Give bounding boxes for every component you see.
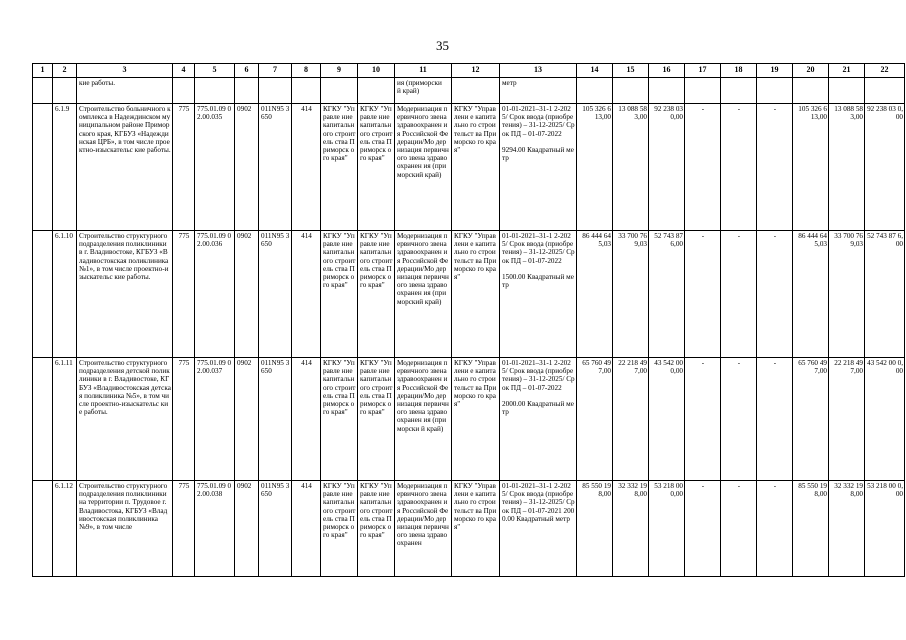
cell-name: Строительство больничного комплекса в Надеждинском муниципальном районе Приморского края, КГБУЗ «Надеждинская ЦРБ», в том числе проектно-изыскательс кие работы. xyxy=(77,104,173,231)
cell-c16: 92 238 03 0,00 xyxy=(649,104,685,231)
cell-c10: КГКУ "Управле ние капитальн ого строитель ства Приморск ого края" xyxy=(358,481,395,577)
col-header: 21 xyxy=(829,64,865,78)
cell-c15: 32 332 19 8,00 xyxy=(613,481,649,577)
table-row xyxy=(33,104,905,231)
cell-c11: Модернизация первичного звена здравоохранен ия Российской Федерации/Мо дернизация первичного звена здравоохранен ия (приморский край) xyxy=(395,231,452,358)
cell-c7: 011N95 3650 xyxy=(259,104,292,231)
cell-num: 6.1.9 xyxy=(53,104,77,231)
cell-c13: 01-01-2021–31-1 2-2025/ Срок ввода (приобретения) – 31-12-2025/ Срок ПД – 01-07-2022 2000.00 Квадратный метр xyxy=(500,358,577,481)
cell-c21: 22 218 49 7,00 xyxy=(829,358,865,481)
col-header: 19 xyxy=(757,64,793,78)
cell-c22: 52 743 87 6,00 xyxy=(865,231,905,358)
cell-c13: 01-01-2021–31-1 2-2025/ Срок ввода (приобретения) – 31-12-2025/ Срок ПД – 01-07-2021 2000.00 Квадратный метр xyxy=(500,481,577,577)
cell-c11: Модернизация первичного звена здравоохранен ия Российской Федерации/Мо дернизация первичного звена здравоохранен ия (приморски й край) xyxy=(395,358,452,481)
cell-c15: 33 700 76 9,03 xyxy=(613,231,649,358)
cell-c11: Модернизация первичного звена здравоохранен ия Российской Федерации/Мо дернизация первичного звена здравоохранен ия (приморский край) xyxy=(395,104,452,231)
col-header: 14 xyxy=(577,64,613,78)
cell-project: ия (приморски й край) xyxy=(395,78,452,104)
col-header: 5 xyxy=(195,64,235,78)
cell-c10: КГКУ "Управле ние капитальн ого строитель ства Приморск ого края" xyxy=(358,358,395,481)
cell-c9: КГКУ "Управле ние капитальн ого строитель ства Приморск ого края" xyxy=(321,481,358,577)
cell-c13: 01-01-2021–31-1 2-2025/ Срок ввода (приобретения) – 31-12-2025/ Срок ПД – 01-07-2022 9294.00 Квадратный метр xyxy=(500,104,577,231)
cell-name: Строительство структурного подразделения детской поликлиники в г. Владивостоке, КГБУЗ «Владивостокская детская поликлиника №5», в том числе проектно-изыскательс кие работы. xyxy=(77,358,173,481)
cell-c18: - xyxy=(721,104,757,231)
col-header: 22 xyxy=(865,64,905,78)
table-row-continuation xyxy=(33,78,905,104)
cell-c10: КГКУ "Управле ние капитальн ого строитель ства Приморск ого края" xyxy=(358,104,395,231)
cell-c17: - xyxy=(685,481,721,577)
table-row xyxy=(33,231,905,358)
col-header: 17 xyxy=(685,64,721,78)
cell-c9: КГКУ "Управле ние капитальн ого строитель ства Приморск ого края" xyxy=(321,104,358,231)
table-row xyxy=(33,358,905,481)
cell-c9: КГКУ "Управле ние капитальн ого строитель ства Приморск ого края" xyxy=(321,358,358,481)
cell-name: Строительство структурного подразделения поликлиники на территории п. Трудовое г. Владивостока, КГБУЗ «Владивостокская поликлиника №9», в том числе xyxy=(77,481,173,577)
cell-c20: 105 326 6 13,00 xyxy=(793,104,829,231)
cell-c8: 414 xyxy=(292,104,321,231)
cell-c18: - xyxy=(721,481,757,577)
cell-c5: 775.01.09 02.00.038 xyxy=(195,481,235,577)
cell-c4: 775 xyxy=(173,104,195,231)
cell-c17: - xyxy=(685,104,721,231)
cell-c8: 414 xyxy=(292,481,321,577)
col-header: 16 xyxy=(649,64,685,78)
col-header: 6 xyxy=(235,64,259,78)
col-header: 4 xyxy=(173,64,195,78)
cell-c15: 22 218 49 7,00 xyxy=(613,358,649,481)
cell-c15: 13 088 58 3,00 xyxy=(613,104,649,231)
cell-c14: 85 550 19 8,00 xyxy=(577,481,613,577)
cell-c22: 43 542 00 0,00 xyxy=(865,358,905,481)
cell-c19: - xyxy=(757,231,793,358)
cell-c12: КГКУ "Управлени е капитально го строительст ва Приморско го края" xyxy=(452,231,500,358)
cell-c5: 775.01.09 02.00.037 xyxy=(195,358,235,481)
col-header: 10 xyxy=(358,64,395,78)
cell-c18: - xyxy=(721,358,757,481)
cell-c16: 43 542 00 0,00 xyxy=(649,358,685,481)
cell-c13: 01-01-2021–31-1 2-2025/ Срок ввода (приобретения) – 31-12-2025/ Срок ПД – 01-07-2022 1500.00 Квадратный метр xyxy=(500,231,577,358)
cell-c10: КГКУ "Управле ние капитальн ого строитель ства Приморск ого края" xyxy=(358,231,395,358)
cell-c22: 92 238 03 0,00 xyxy=(865,104,905,231)
cell-c8: 414 xyxy=(292,231,321,358)
cell-c17: - xyxy=(685,358,721,481)
cell-terms: метр xyxy=(500,78,577,104)
col-header: 8 xyxy=(292,64,321,78)
cell-c14: 86 444 64 5,03 xyxy=(577,231,613,358)
page-number: 35 xyxy=(436,38,449,53)
cell-c8: 414 xyxy=(292,358,321,481)
cell-num: 6.1.11 xyxy=(53,358,77,481)
cell-c5: 775.01.09 02.00.035 xyxy=(195,104,235,231)
cell-c11: Модернизация первичного звена здравоохранен ия Российской Федерации/Мо дернизация первичного звена здравоохранен xyxy=(395,481,452,577)
cell-c9: КГКУ "Управле ние капитальн ого строитель ства Приморск ого края" xyxy=(321,231,358,358)
cell-c4: 775 xyxy=(173,231,195,358)
cell-c6: 0902 xyxy=(235,358,259,481)
table-row xyxy=(33,481,905,577)
cell-c4: 775 xyxy=(173,358,195,481)
budget-table xyxy=(32,63,905,577)
cell-c21: 33 700 76 9,03 xyxy=(829,231,865,358)
col-header: 9 xyxy=(321,64,358,78)
cell-c14: 65 760 49 7,00 xyxy=(577,358,613,481)
cell-c7: 011N95 3650 xyxy=(259,358,292,481)
cell-c21: 32 332 19 8,00 xyxy=(829,481,865,577)
col-header: 11 xyxy=(395,64,452,78)
cell-num: 6.1.12 xyxy=(53,481,77,577)
cell-name: Строительство структурного подразделения поликлиники в г. Владивостоке, КГБУЗ «Владивостокская поликлиника №1», в том числе проектно-изыскательс кие работы. xyxy=(77,231,173,358)
cell-name: кие работы. xyxy=(77,78,173,104)
cell-c20: 65 760 49 7,00 xyxy=(793,358,829,481)
col-header: 2 xyxy=(53,64,77,78)
cell-c20: 85 550 19 8,00 xyxy=(793,481,829,577)
cell-c22: 53 218 00 0,00 xyxy=(865,481,905,577)
col-header: 13 xyxy=(500,64,577,78)
cell-c6: 0902 xyxy=(235,481,259,577)
cell-c12: КГКУ "Управлени е капитально го строительст ва Приморско го края" xyxy=(452,481,500,577)
cell-c7: 011N95 3650 xyxy=(259,231,292,358)
cell-c19: - xyxy=(757,481,793,577)
cell-c6: 0902 xyxy=(235,231,259,358)
cell-c21: 13 088 58 3,00 xyxy=(829,104,865,231)
cell-c18: - xyxy=(721,231,757,358)
col-header: 1 xyxy=(33,64,53,78)
cell-c4: 775 xyxy=(173,481,195,577)
cell-c19: - xyxy=(757,358,793,481)
col-header: 20 xyxy=(793,64,829,78)
cell-num: 6.1.10 xyxy=(53,231,77,358)
col-header: 18 xyxy=(721,64,757,78)
header-row xyxy=(33,64,905,78)
cell-c12: КГКУ "Управлени е капитально го строительст ва Приморско го края" xyxy=(452,104,500,231)
cell-c20: 86 444 64 5,03 xyxy=(793,231,829,358)
cell-c19: - xyxy=(757,104,793,231)
col-header: 15 xyxy=(613,64,649,78)
col-header: 3 xyxy=(77,64,173,78)
cell-c5: 775.01.09 02.00.036 xyxy=(195,231,235,358)
cell-c14: 105 326 6 13,00 xyxy=(577,104,613,231)
col-header: 7 xyxy=(259,64,292,78)
cell-c12: КГКУ "Управлени е капитально го строительст ва Приморско го края" xyxy=(452,358,500,481)
cell-c6: 0902 xyxy=(235,104,259,231)
cell-c16: 52 743 87 6,00 xyxy=(649,231,685,358)
cell-c7: 011N95 3650 xyxy=(259,481,292,577)
cell-c17: - xyxy=(685,231,721,358)
col-header: 12 xyxy=(452,64,500,78)
cell-c16: 53 218 00 0,00 xyxy=(649,481,685,577)
